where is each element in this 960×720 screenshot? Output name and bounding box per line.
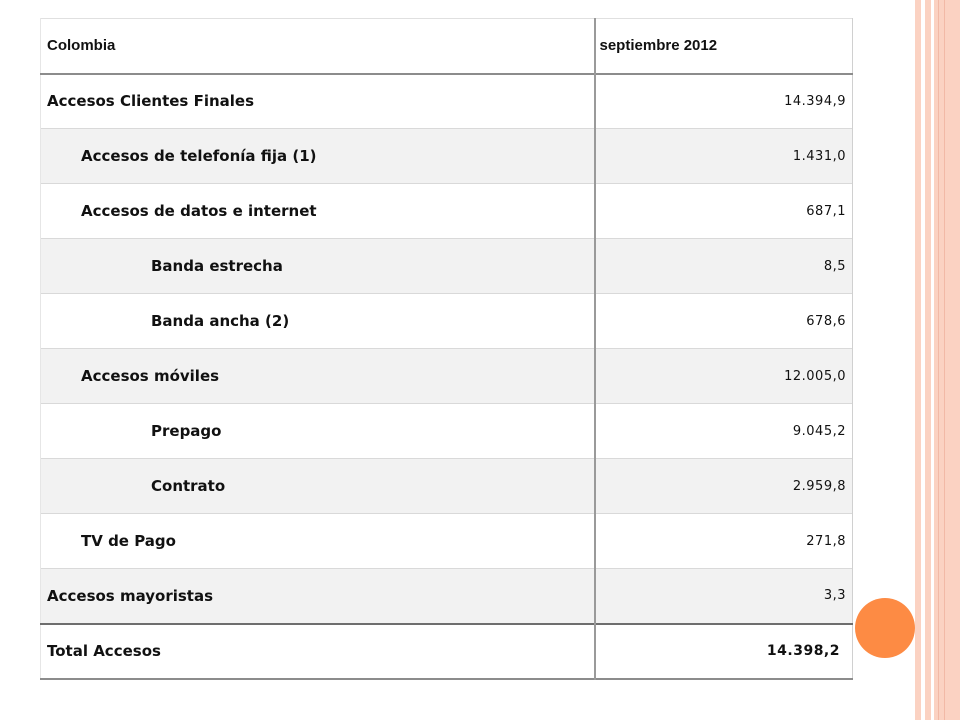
row-value: 687,1	[595, 184, 853, 239]
header-period: septiembre 2012	[595, 19, 853, 74]
table-row	[41, 294, 853, 349]
row-value: 12.005,0	[595, 349, 853, 404]
total-label: Total Accesos	[41, 624, 595, 679]
table-row	[41, 184, 853, 239]
decorative-stripe-line	[944, 0, 945, 720]
row-label: Prepago	[41, 404, 595, 459]
table-row	[41, 74, 853, 129]
row-label: Accesos mayoristas	[41, 569, 595, 624]
row-value: 2.959,8	[595, 459, 853, 514]
row-label: TV de Pago	[41, 514, 595, 569]
row-label: Banda estrecha	[41, 239, 595, 294]
table-row	[41, 239, 853, 294]
row-label: Accesos de datos e internet	[41, 184, 595, 239]
row-label: Accesos Clientes Finales	[41, 74, 595, 129]
row-value: 8,5	[595, 239, 853, 294]
header-country: Colombia	[41, 19, 595, 74]
total-value: 14.398,2	[595, 624, 853, 679]
row-label: Accesos móviles	[41, 349, 595, 404]
accesos-table	[40, 18, 853, 680]
table-row	[41, 514, 853, 569]
table-row	[41, 349, 853, 404]
row-value: 9.045,2	[595, 404, 853, 459]
table-total-row	[41, 624, 853, 679]
table-row	[41, 404, 853, 459]
orange-circle-decoration	[855, 598, 915, 658]
table-row	[41, 129, 853, 184]
row-value: 271,8	[595, 514, 853, 569]
table-row	[41, 569, 853, 624]
row-label: Accesos de telefonía fija (1)	[41, 129, 595, 184]
decorative-stripe-line	[938, 0, 939, 720]
table-row	[41, 459, 853, 514]
row-value: 1.431,0	[595, 129, 853, 184]
row-label: Banda ancha (2)	[41, 294, 595, 349]
row-value: 3,3	[595, 569, 853, 624]
table-header-row	[41, 19, 853, 74]
row-label: Contrato	[41, 459, 595, 514]
row-value: 14.394,9	[595, 74, 853, 129]
row-value: 678,6	[595, 294, 853, 349]
